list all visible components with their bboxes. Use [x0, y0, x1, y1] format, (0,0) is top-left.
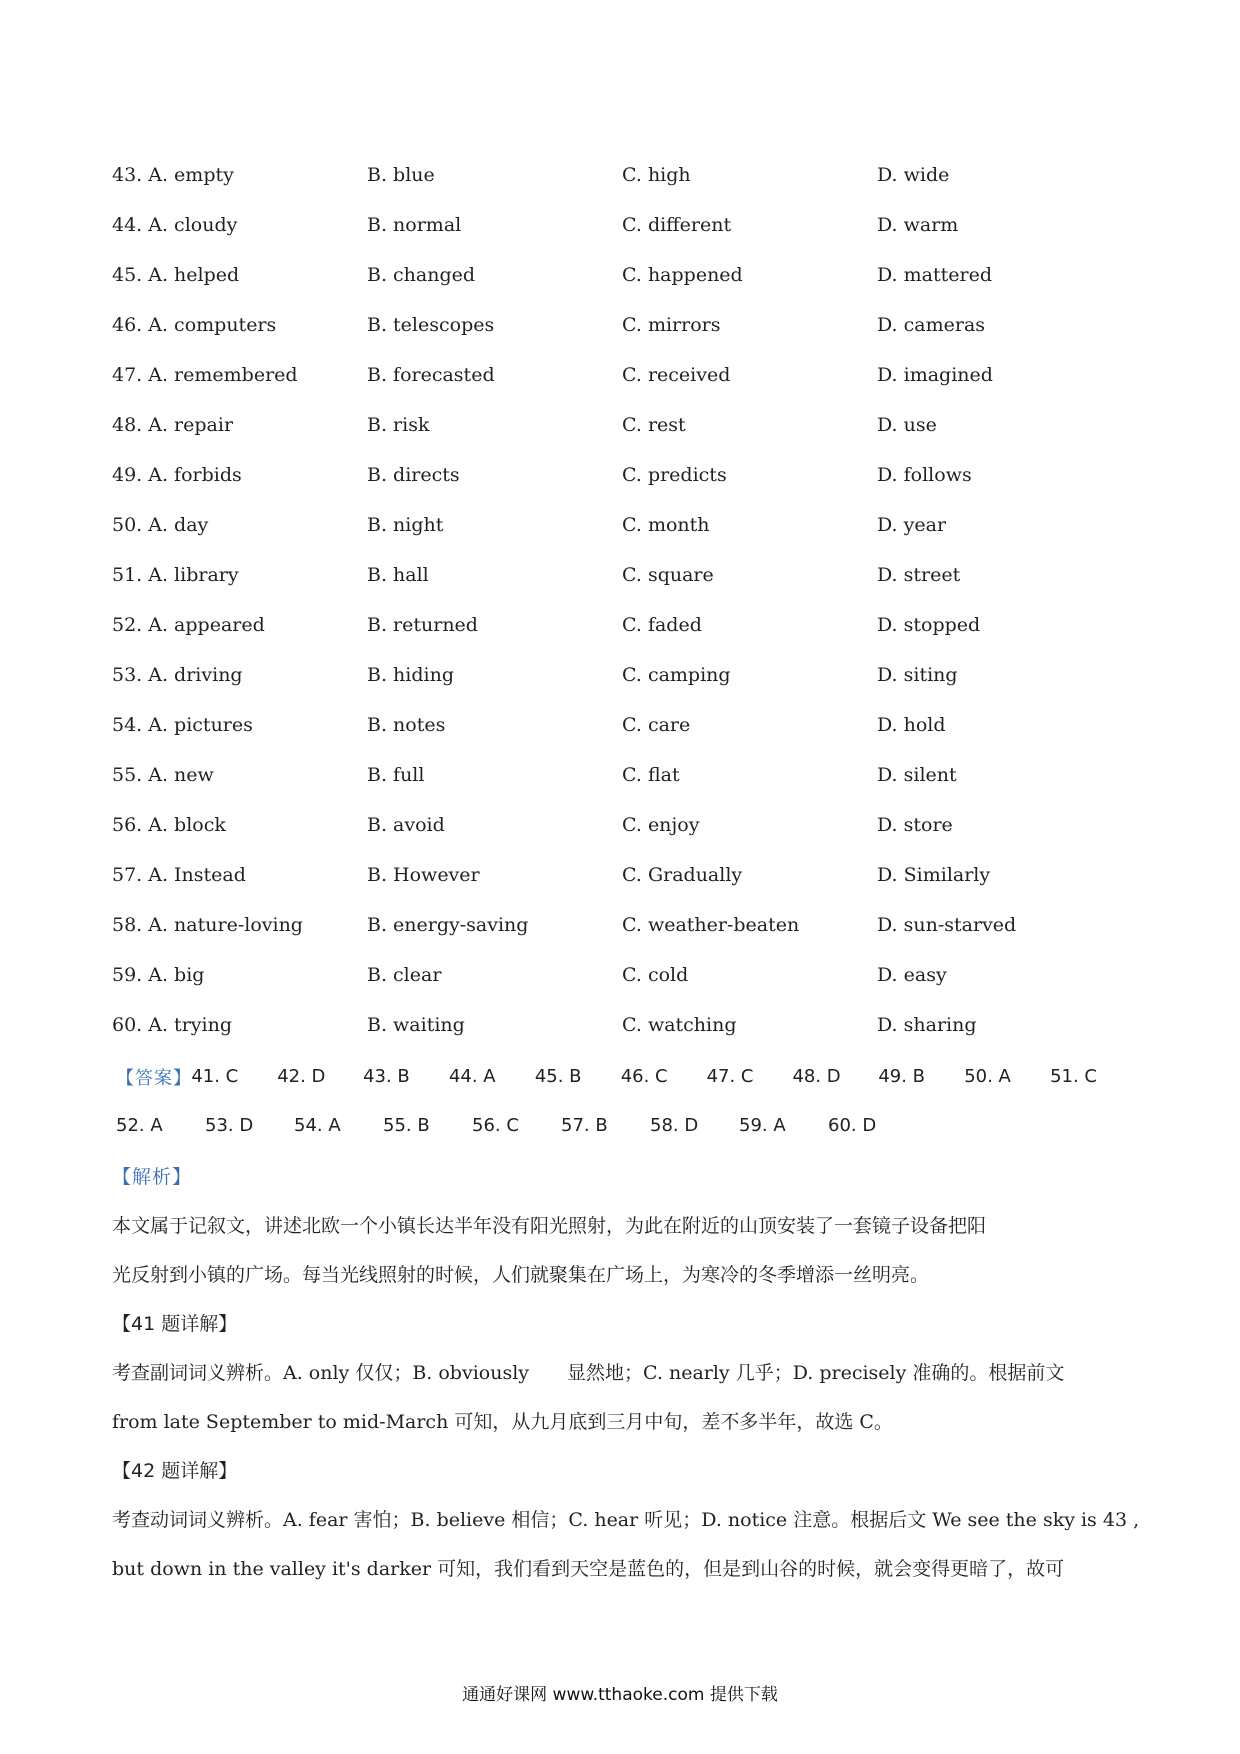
option-c: C. Gradually	[622, 864, 743, 886]
option-d: D. easy	[877, 964, 947, 986]
q41-explanation-line: 考查副词词义辨析。A. only 仅仅；B. obviously 显然地；C. nearly 几乎；D. precisely 准确的。根据前文	[112, 1362, 1065, 1384]
option-a: 45. A. helped	[112, 264, 240, 286]
option-d: D. year	[877, 514, 947, 536]
answer-item: 43. B	[363, 1066, 410, 1087]
question-row	[112, 250, 1132, 300]
answer-item: 50. A	[964, 1066, 1011, 1087]
option-a: 60. A. trying	[112, 1014, 232, 1036]
option-d: D. siting	[877, 664, 958, 686]
answer-item: 51. C	[1050, 1066, 1097, 1087]
answer-item: 46. C	[620, 1066, 668, 1087]
answer-item: 59. A	[739, 1115, 786, 1136]
option-b: B. normal	[367, 214, 462, 236]
option-a: 46. A. computers	[112, 314, 277, 336]
option-c: C. received	[622, 364, 731, 386]
option-c: C. watching	[622, 1014, 737, 1036]
option-d: D. use	[877, 414, 937, 436]
footer-source: 通通好课网 www.tthaoke.com 提供下载	[462, 1685, 778, 1705]
q42-explanation-line: 考查动词词义辨析。A. fear 害怕；B. believe 相信；C. hear 听见；D. notice 注意。根据后文 We see the sky is 43 ,	[112, 1509, 1140, 1531]
question-row	[112, 300, 1132, 350]
question-row	[112, 650, 1132, 700]
option-a: 58. A. nature-loving	[112, 914, 303, 936]
option-a: 43. A. empty	[112, 164, 234, 186]
option-c: C. flat	[622, 764, 680, 786]
answer-item: 57. B	[561, 1115, 608, 1136]
question-row	[112, 1000, 1132, 1050]
question-row	[112, 750, 1132, 800]
option-d: D. imagined	[877, 364, 993, 386]
question-row	[112, 950, 1132, 1000]
option-c: C. mirrors	[622, 314, 721, 336]
question-row	[112, 450, 1132, 500]
question-row	[112, 200, 1132, 250]
option-b: B. risk	[367, 414, 430, 436]
answer-label: 【答案】	[116, 1067, 192, 1089]
question-row	[112, 150, 1132, 200]
q41-explanation-line: from late September to mid-March 可知，从九月底到三月中旬，差不多半年，故选 C。	[112, 1411, 893, 1433]
answer-item: 60. D	[828, 1115, 877, 1136]
option-c: C. cold	[622, 964, 689, 986]
option-b: B. blue	[367, 164, 435, 186]
question-row	[112, 600, 1132, 650]
option-d: D. sharing	[877, 1014, 977, 1036]
option-c: C. weather-beaten	[622, 914, 800, 936]
option-b: B. full	[367, 764, 425, 786]
answer-item: 55. B	[383, 1115, 430, 1136]
option-a: 59. A. big	[112, 964, 205, 986]
option-b: B. However	[367, 864, 480, 886]
question-row	[112, 400, 1132, 450]
option-d: D. silent	[877, 764, 957, 786]
question-row	[112, 900, 1132, 950]
option-a: 56. A. block	[112, 814, 226, 836]
question-row	[112, 850, 1132, 900]
option-d: D. stopped	[877, 614, 981, 636]
option-b: B. energy-saving	[367, 914, 529, 936]
option-b: B. avoid	[367, 814, 445, 836]
option-d: D. follows	[877, 464, 972, 486]
option-b: B. night	[367, 514, 444, 536]
answer-item: 56. C	[472, 1115, 519, 1136]
option-d: D. mattered	[877, 264, 992, 286]
answer-item: 48. D	[792, 1066, 841, 1087]
option-d: D. street	[877, 564, 961, 586]
answer-item: 53. D	[205, 1115, 254, 1136]
option-a: 57. A. Instead	[112, 864, 246, 886]
answer-section	[116, 1052, 1136, 1150]
option-a: 54. A. pictures	[112, 714, 253, 736]
q42-explanation-line: but down in the valley it's darker 可知，我们看到天空是蓝色的，但是到山谷的时候，就会变得更暗了，故可	[112, 1558, 1065, 1580]
answer-item: 58. D	[650, 1115, 699, 1136]
option-c: C. faded	[622, 614, 702, 636]
option-b: B. hall	[367, 564, 429, 586]
answer-row-2	[116, 1101, 1136, 1150]
q42-heading: 【42 题详解】	[112, 1460, 238, 1482]
option-c: C. square	[622, 564, 714, 586]
option-b: B. waiting	[367, 1014, 465, 1036]
option-d: D. hold	[877, 714, 946, 736]
answer-item: 44. A	[448, 1066, 496, 1087]
option-d: D. store	[877, 814, 953, 836]
question-row	[112, 500, 1132, 550]
q41-heading: 【41 题详解】	[112, 1313, 238, 1335]
question-options	[112, 150, 1132, 1050]
option-b: B. hiding	[367, 664, 454, 686]
option-a: 52. A. appeared	[112, 614, 265, 636]
option-c: C. enjoy	[622, 814, 700, 836]
option-a: 51. A. library	[112, 564, 239, 586]
analysis-label: 【解析】	[112, 1166, 193, 1188]
option-c: C. month	[622, 514, 710, 536]
option-a: 48. A. repair	[112, 414, 234, 436]
option-d: D. wide	[877, 164, 950, 186]
option-d: D. cameras	[877, 314, 986, 336]
answer-item: 54. A	[294, 1115, 341, 1136]
option-b: B. forecasted	[367, 364, 495, 386]
option-d: D. warm	[877, 214, 959, 236]
answer-item: 45. B	[534, 1066, 582, 1087]
summary-line: 本文属于记叙文，讲述北欧一个小镇长达半年没有阳光照射，为此在附近的山顶安装了一套镜子设备把阳	[112, 1215, 987, 1237]
option-a: 47. A. remembered	[112, 364, 298, 386]
option-b: B. notes	[367, 714, 446, 736]
option-b: B. clear	[367, 964, 442, 986]
question-row	[112, 800, 1132, 850]
option-c: C. predicts	[622, 464, 727, 486]
option-c: C. different	[622, 214, 732, 236]
option-d: D. sun-starved	[877, 914, 1017, 936]
option-a: 50. A. day	[112, 514, 209, 536]
option-c: C. rest	[622, 414, 686, 436]
question-row	[112, 550, 1132, 600]
answer-item: 47. C	[706, 1066, 754, 1087]
answer-item: 41. C	[191, 1066, 239, 1087]
analysis-section	[112, 1151, 1140, 1592]
answer-row-1	[116, 1052, 1136, 1101]
option-a: 53. A. driving	[112, 664, 243, 686]
option-b: B. changed	[367, 264, 476, 286]
option-b: B. directs	[367, 464, 460, 486]
option-c: C. happened	[622, 264, 743, 286]
answer-item: 49. B	[878, 1066, 926, 1087]
option-d: D. Similarly	[877, 864, 991, 886]
answer-item: 52. A	[116, 1115, 163, 1136]
question-row	[112, 700, 1132, 750]
option-a: 49. A. forbids	[112, 464, 242, 486]
option-c: C. camping	[622, 664, 731, 686]
question-row	[112, 350, 1132, 400]
option-a: 55. A. new	[112, 764, 214, 786]
answer-item: 42. D	[277, 1066, 326, 1087]
option-c: C. care	[622, 714, 691, 736]
option-b: B. telescopes	[367, 314, 495, 336]
option-a: 44. A. cloudy	[112, 214, 238, 236]
option-b: B. returned	[367, 614, 478, 636]
summary-line: 光反射到小镇的广场。每当光线照射的时候，人们就聚集在广场上，为寒冷的冬季增添一丝明亮。	[112, 1264, 930, 1286]
option-c: C. high	[622, 164, 691, 186]
